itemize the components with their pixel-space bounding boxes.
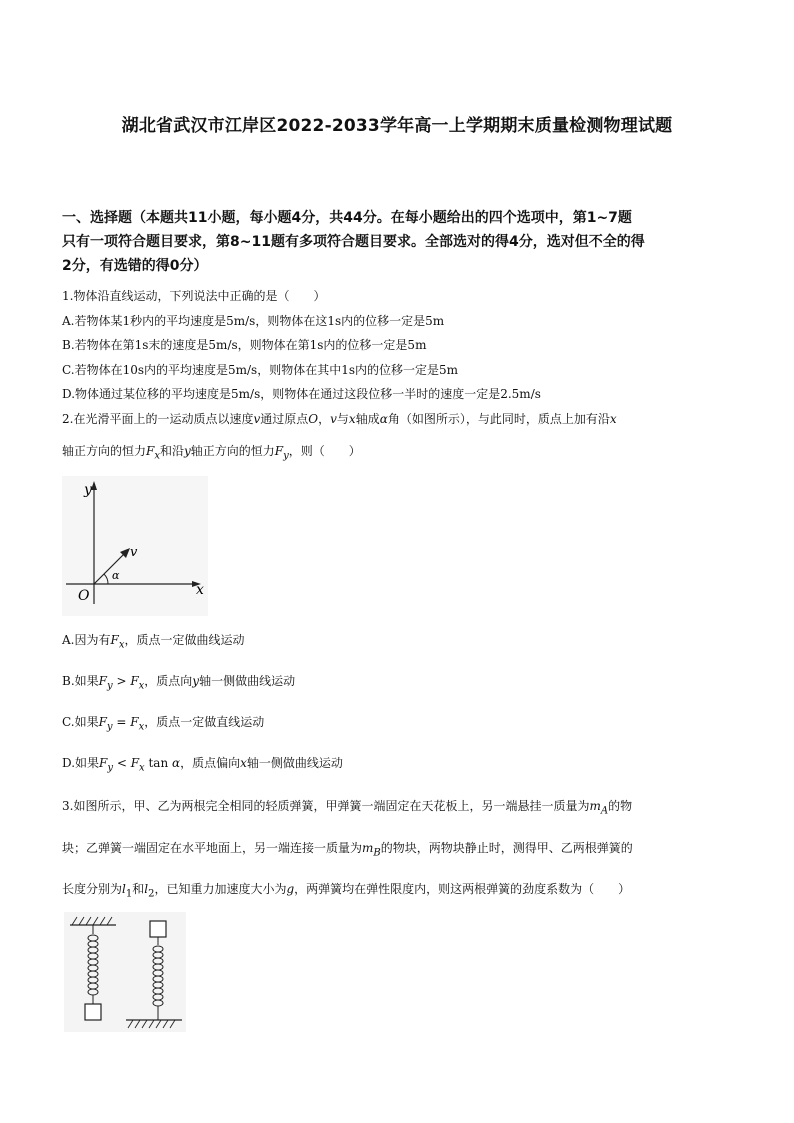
q2-option-d: D.如果$F_y < F_x$ tan α，质点偏向x轴一侧做曲线运动	[62, 756, 343, 774]
velocity-label: v	[130, 545, 138, 560]
section-line-3: 2分，有选错的得0分）	[62, 258, 208, 274]
y-axis-label: y	[84, 482, 92, 498]
q2-stem-line-2: 轴正方向的恒力$F_x$和沿y轴正方向的恒力$F_y$，则（ ）	[62, 444, 361, 462]
block-b	[150, 921, 166, 937]
q3-stem-line-1: 3.如图所示，甲、乙为两根完全相同的轻质弹簧，甲弹簧一端固定在天花板上，另一端悬挂一质量为$m_A$的物	[62, 799, 633, 817]
q2-stem-line-1: 2.在光滑平面上的一运动质点以速度v通过原点O，v与x轴成α角（如图所示），与此同时，质点上加有沿x	[62, 412, 617, 426]
figure-background	[64, 912, 186, 1032]
q2-option-c: C.如果$F_y = F_x$，质点一定做直线运动	[62, 715, 265, 733]
page-title: 湖北省武汉市江岸区2022-2033学年高一上学期期末质量检测物理试题	[121, 116, 673, 136]
q1-stem: 1.物体沿直线运动，下列说法中正确的是（ ）	[62, 289, 326, 303]
angle-label: α	[112, 569, 120, 582]
q3-stem-line-2: 块；乙弹簧一端固定在水平地面上，另一端连接一质量为$m_B$的物块，两物块静止时，测得甲、乙两根弹簧的	[62, 841, 633, 859]
x-axis-label: x	[196, 582, 204, 598]
q2-option-b: B.如果$F_y > F_x$，质点向y轴一侧做曲线运动	[62, 674, 296, 692]
section-line-1: 一、选择题（本题共11小题，每小题4分，共44分。在每小题给出的四个选项中，第1~7题	[62, 210, 632, 226]
q3-stem-line-3: 长度分别为$l_1$和$l_2$，已知重力加速度大小为g，两弹簧均在弹性限度内，则这两根弹簧的劲度系数为（ ）	[62, 882, 631, 900]
q1-option-c: C.若物体在10s内的平均速度是5m/s，则物体在其中1s内的位移一定是5m	[62, 363, 459, 377]
q1-option-b: B.若物体在第1s末的速度是5m/s，则物体在第1s内的位移一定是5m	[62, 338, 427, 352]
section-instructions	[62, 206, 738, 278]
section-line-2: 只有一项符合题目要求，第8~11题有多项符合题目要求。全部选对的得4分，选对但不全的得	[62, 234, 645, 250]
q2-option-a: A.因为有$F_x$，质点一定做曲线运动	[62, 633, 245, 651]
origin-label: O	[78, 588, 90, 604]
q1-option-d: D.物体通过某位移的平均速度是5m/s，则物体在通过这段位移一半时的速度一定是2.5m/s	[62, 387, 541, 401]
q3-figure	[64, 912, 186, 1032]
q2-figure	[62, 476, 208, 616]
block-a	[85, 1004, 101, 1020]
q1-option-a: A.若物体某1秒内的平均速度是5m/s，则物体在这1s内的位移一定是5m	[62, 314, 445, 328]
